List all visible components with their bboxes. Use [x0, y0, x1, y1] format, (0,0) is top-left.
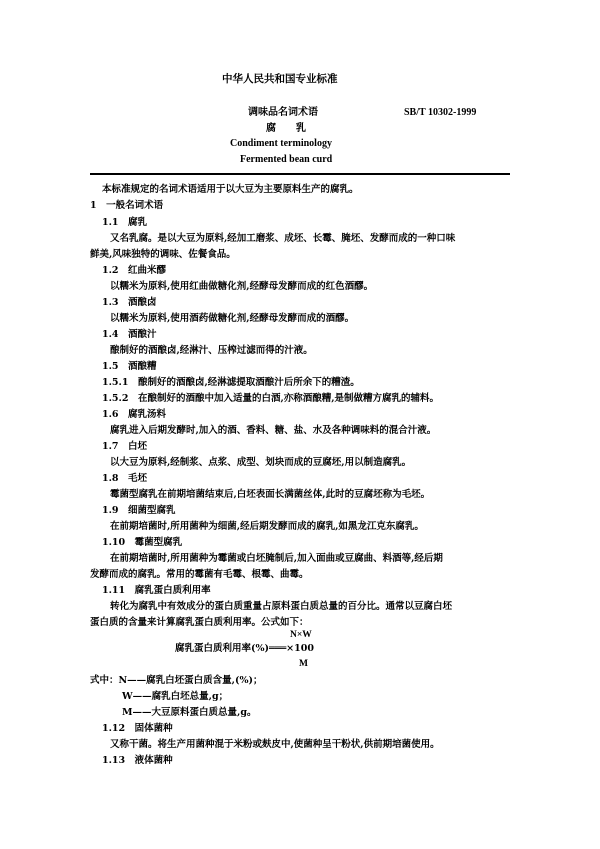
term-1-7: 1.7 白坯: [102, 441, 148, 452]
term-1-8: 1.8 毛坯: [102, 473, 148, 484]
term-1-1-text: 又名乳腐。是以大豆为原料,经加工磨浆、成坯、长霉、腌坯、发酵而成的一种口味: [110, 233, 456, 244]
term-1-5: 1.5 酒酿糟: [102, 361, 157, 372]
term-1-13: 1.13 液体菌种: [102, 755, 173, 766]
term-1-12-text: 又称干菌。将生产用菌种混于米粉或麸皮中,使菌种呈干粉状,供前期培菌使用。: [110, 739, 440, 750]
term-1-5-2: 1.5.2 在酿制好的酒酿中加入适量的白酒,亦称酒酿糟,是制做糟方腐乳的辅料。: [102, 393, 440, 404]
where-m: M——大豆原料蛋白质总量,g。: [122, 707, 257, 718]
english-subtitle: Fermented bean curd: [240, 154, 333, 165]
term-1-12: 1.12 固体菌种: [102, 723, 173, 734]
term-1-4-text: 酿制好的酒酿卤,经淋汁、压榨过滤而得的汁液。: [110, 345, 313, 356]
term-1-9-text: 在前期培菌时,所用菌种为细菌,经后期发酵而成的腐乳,如黑龙江克东腐乳。: [110, 521, 424, 532]
term-1-11-text-cont: 蛋白质的含量来计算腐乳蛋白质利用率。公式如下：: [90, 617, 309, 628]
term-1-10: 1.10 霉菌型腐乳: [102, 537, 183, 548]
term-1-5-1: 1.5.1 酿制好的酒酿卤,经淋滤提取酒酿汁后所余下的糟渣。: [102, 377, 360, 388]
term-1-1: 1.1 腐乳: [102, 217, 148, 228]
term-1-4: 1.4 酒酿汁: [102, 329, 157, 340]
standard-title: 中华人民共和国专业标准: [222, 73, 338, 85]
header-rule: [90, 173, 510, 175]
term-1-7-text: 以大豆为原料,经制浆、点浆、成型、划块而成的豆腐坯,用以制造腐乳。: [110, 457, 412, 468]
term-1-6: 1.6 腐乳汤料: [102, 409, 167, 420]
term-1-10-text-cont: 发酵而成的腐乳。常用的霉菌有毛霉、根霉、曲霉。: [90, 569, 309, 580]
term-1-11: 1.11 腐乳蛋白质利用率: [102, 585, 211, 596]
where-w: W——腐乳白坯总量,g；: [122, 691, 229, 702]
term-1-1-text-cont: 鲜美,风味独特的调味、佐餐食品。: [90, 249, 236, 260]
term-1-3: 1.3 酒酿卤: [102, 297, 157, 308]
term-1-11-text: 转化为腐乳中有效成分的蛋白质重量占原料蛋白质总量的百分比。通常以豆腐白坯: [110, 601, 453, 612]
doc-subtitle: 腐 乳: [266, 123, 306, 134]
formula-numerator: N×W: [290, 630, 312, 640]
formula-denominator: M: [299, 659, 308, 669]
term-1-2-text: 以糯米为原料,使用红曲做糖化剂,经酵母发酵而成的红色酒醪。: [110, 281, 374, 292]
doc-code: SB/T 10302-1999: [404, 107, 477, 118]
term-1-2: 1.2 红曲米醪: [102, 265, 167, 276]
where-n: 式中：N——腐乳白坯蛋白质含量,(%)；: [90, 675, 263, 686]
term-1-9: 1.9 细菌型腐乳: [102, 505, 176, 516]
term-1-10-text: 在前期培菌时,所用菌种为霉菌或白坯腌制后,加入面曲或豆腐曲、料酒等,经后期: [110, 553, 443, 564]
section-1-heading: 1 一般名词术语: [90, 200, 164, 211]
english-title: Condiment terminology: [230, 138, 332, 149]
intro-paragraph: 本标准规定的名词术语适用于以大豆为主要原料生产的腐乳。: [102, 184, 359, 195]
doc-title: 调味品名词术语: [248, 107, 318, 118]
formula-main: 腐乳蛋白质利用率(%)═══×100: [175, 643, 314, 654]
term-1-6-text: 腐乳进入后期发酵时,加入的酒、香料、糖、盐、水及各种调味料的混合汁液。: [110, 425, 437, 436]
term-1-3-text: 以糯米为原料,使用酒药做糖化剂,经酵母发酵而成的酒醪。: [110, 313, 355, 324]
term-1-8-text: 霉菌型腐乳在前期培菌结束后,白坯表面长满菌丝体,此时的豆腐坯称为毛坯。: [110, 489, 431, 500]
